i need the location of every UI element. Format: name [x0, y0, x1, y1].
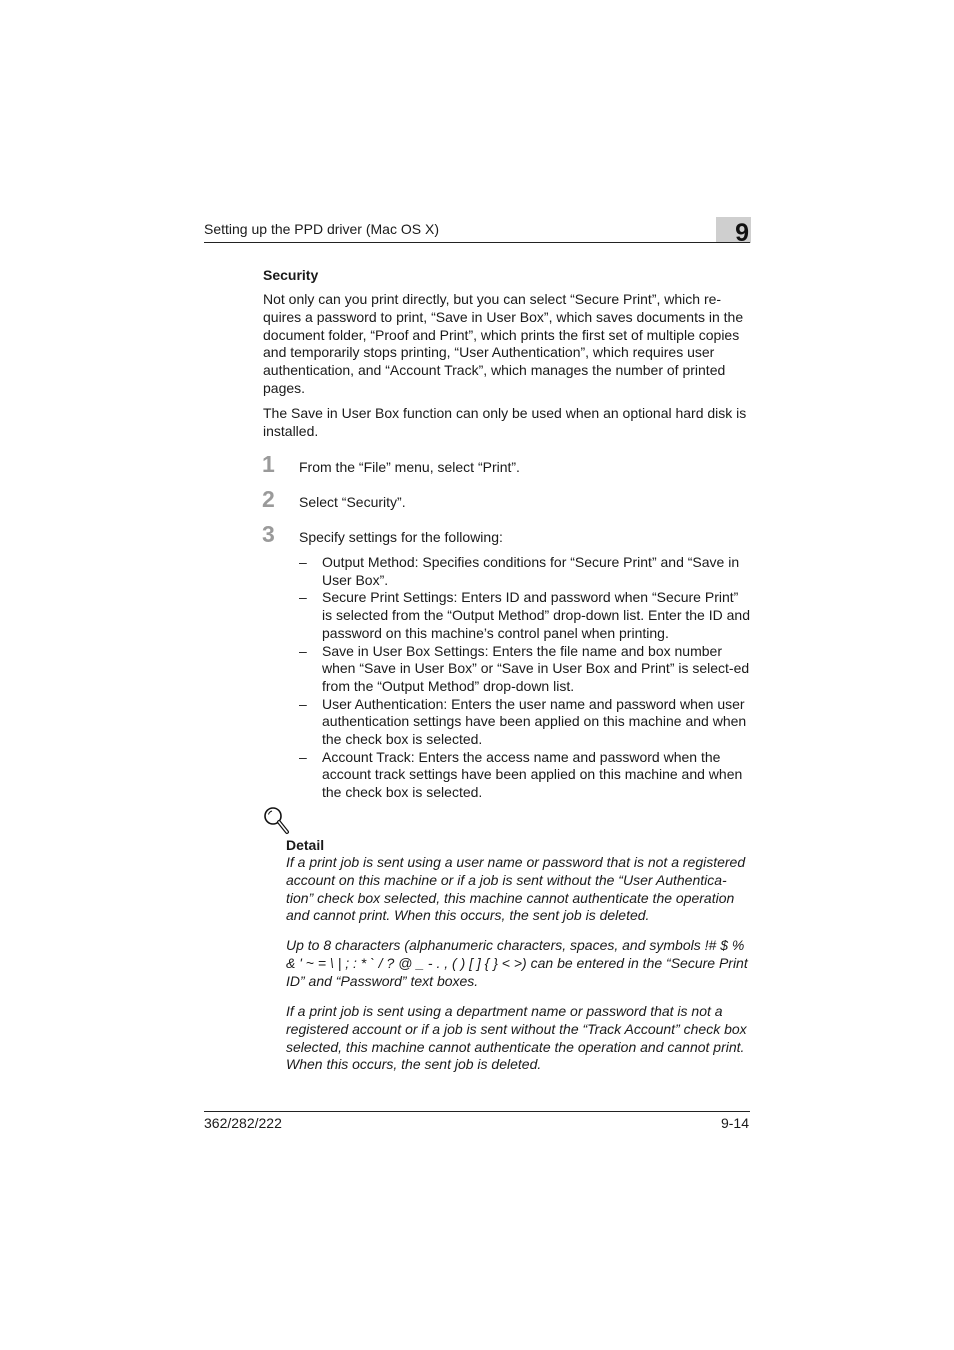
chapter-number: 9 — [735, 219, 749, 247]
intro-paragraph: Not only can you print directly, but you can select “Secure Print”, which re-quires a password to print, “Save in User Box”, which saves documents in the document folder, “Proof and Print”, which prints the first set of multiple copies and temporarily stops printing, “User Authentication”, which requires user authentication, and “Account Track”, which manages the number of printed pages. — [263, 291, 744, 396]
step-text: Select “Security”. — [299, 494, 406, 510]
footer-divider — [204, 1111, 750, 1112]
step-number: 3 — [262, 521, 275, 547]
step-number: 1 — [262, 451, 275, 477]
list-item — [299, 554, 751, 589]
list-item — [299, 589, 751, 642]
list-dash: – — [299, 695, 307, 712]
list-item-text: User Authentication: Enters the user name and password when user authentication settings have been applied on this machine and when the check box is selected. — [322, 695, 747, 748]
list-dash: – — [299, 589, 307, 606]
chapter-number-tab — [716, 217, 751, 247]
detail-label: Detail — [286, 837, 325, 853]
hard-disk-paragraph: The Save in User Box function can only be used when an optional hard disk is installed. — [263, 405, 747, 439]
step-number: 2 — [262, 486, 275, 512]
header-divider — [204, 242, 750, 243]
step-text: From the “File” menu, select “Print”. — [299, 459, 520, 475]
list-item-text: Save in User Box Settings: Enters the file name and box number when “Save in User Box” or “Save in User Box and Print” is select-ed from the “Output Method” drop-down list. — [322, 642, 750, 694]
footer-model-number: 362/282/222 — [204, 1115, 282, 1131]
list-item — [299, 643, 751, 696]
list-dash: – — [299, 554, 307, 570]
magnifier-icon — [263, 806, 291, 836]
list-item — [299, 696, 751, 749]
running-header-title: Setting up the PPD driver (Mac OS X) — [204, 221, 439, 237]
detail-note: If a print job is sent using a user name or password that is not a registered account on this machine or if a job is sent without the “User Authentica-tion” check box selected, this machine cannot authenticate the operation and cannot print. When this occurs, the sent job is deleted. — [286, 854, 746, 924]
step-text: Specify settings for the following: — [299, 529, 503, 545]
detail-note: Up to 8 characters (alphanumeric characters, spaces, and symbols !# $ % & ' ~ = \ | ; : * ` / ? @ _ - . , ( ) [ ] { } < >) can be entered in the “Secure Print ID” and “Password” text boxes. — [286, 937, 748, 989]
settings-list — [299, 554, 751, 802]
list-item-text: Secure Print Settings: Enters ID and password when “Secure Print” is selected from the “Output Method” drop-down list. Enter the ID and password on this machine’s control panel when printing. — [322, 589, 750, 641]
detail-note: If a print job is sent using a department name or password that is not a registered account or if a job is sent without the “Track Account” check box selected, this machine cannot authenticate the operation and cannot print. When this occurs, the sent job is deleted. — [286, 1003, 747, 1073]
list-item-text: Output Method: Specifies conditions for “Secure Print” and “Save in User Box”. — [322, 554, 740, 588]
list-dash: – — [299, 748, 307, 765]
section-heading: Security — [263, 267, 319, 283]
list-dash: – — [299, 642, 307, 659]
list-item — [299, 749, 751, 802]
list-item-text: Account Track: Enters the access name and password when the account track settings have been applied on this machine and when the check box is selected. — [322, 748, 743, 801]
footer-page-number: 9-14 — [720, 1115, 749, 1131]
